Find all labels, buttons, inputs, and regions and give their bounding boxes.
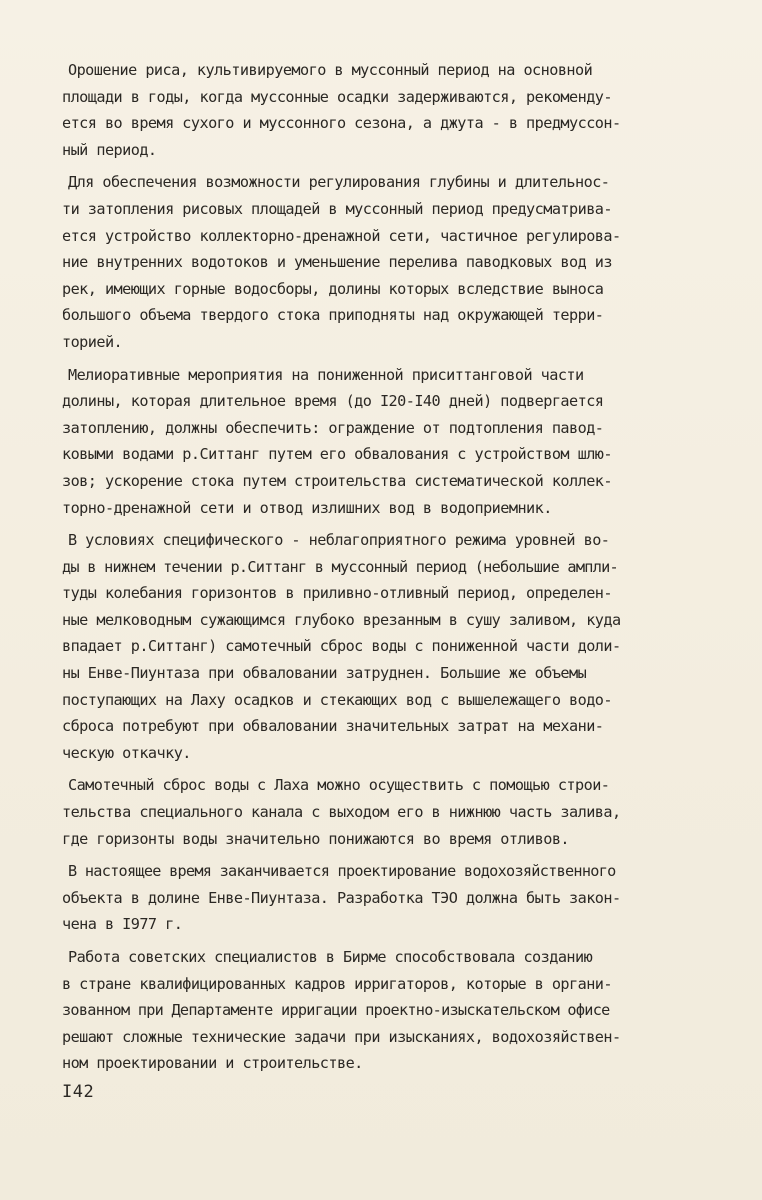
- text-line: ный период.: [62, 140, 157, 159]
- text-line: ном проектировании и строительстве.: [62, 1054, 363, 1073]
- text-line: долины, которая длительное время (до I20-I40 дней) подвергается: [62, 392, 604, 411]
- text-line: ние внутренних водотоков и уменьшение перелива паводковых вод из: [62, 253, 612, 272]
- paragraph-flood-regulation: [62, 169, 752, 355]
- text-line: поступающих на Лаху осадков и стекающих вод с вышележащего водо-: [62, 690, 612, 709]
- text-line: ческую откачку.: [62, 743, 191, 762]
- text-line: большого объема твердого стока приподняты над окружающей терри-: [62, 306, 604, 325]
- text-line: ны Енве-Пиунтаза при обваловании затруднен. Большие же объемы: [62, 664, 587, 683]
- text-line: зованном при Департаменте ирригации проектно-изыскательском офисе: [62, 1001, 610, 1020]
- paragraph-gravity-discharge: [62, 772, 752, 852]
- text-line: чена в I977 г.: [62, 915, 183, 934]
- text-line: затоплению, должны обеспечить: ограждение от подтопления павод-: [62, 418, 604, 437]
- text-line: ется во время сухого и муссонного сезона, а джута - в предмуссон-: [62, 114, 621, 133]
- body-text: [62, 57, 752, 1077]
- text-line: Мелиоративные мероприятия на пониженной приситтанговой части: [68, 365, 584, 384]
- paragraph-rice-irrigation: [62, 57, 752, 163]
- text-line: торно-дренажной сети и отвод излишних вод в водоприемник.: [62, 498, 552, 517]
- text-line: впадает р.Ситтанг) самотечный сброс воды с пониженной части доли-: [62, 637, 621, 656]
- text-line: ды в нижнем течении р.Ситтанг в муссонный период (небольшие ампли-: [62, 557, 618, 576]
- text-line: площади в годы, когда муссонные осадки задерживаются, рекоменду-: [62, 87, 612, 106]
- text-line: В условиях специфического - неблагоприятного режима уровней во-: [68, 531, 610, 550]
- paragraph-sittang-regime: [62, 527, 752, 766]
- paragraph-project-status: [62, 858, 752, 938]
- text-line: ковыми водами р.Ситтанг путем его обвалования с устройством шлю-: [62, 445, 612, 464]
- text-line: сброса потребуют при обваловании значительных затрат на механи-: [62, 717, 604, 736]
- text-line: решают сложные технические задачи при изысканиях, водохозяйствен-: [62, 1027, 621, 1046]
- text-line: в стране квалифицированных кадров ирригаторов, которые в органи-: [62, 974, 612, 993]
- text-line: ется устройство коллекторно-дренажной сети, частичное регулирова-: [62, 226, 621, 245]
- text-line: Для обеспечения возможности регулирования глубины и длительнос-: [68, 173, 610, 192]
- text-line: где горизонты воды значительно понижаются во время отливов.: [62, 829, 570, 848]
- text-line: ные мелководным сужающимся глубоко врезанным в сушу заливом, куда: [62, 610, 621, 629]
- page-number: I42: [62, 1082, 95, 1102]
- text-line: объекта в долине Енве-Пиунтаза. Разработка ТЭО должна быть закон-: [62, 888, 621, 907]
- text-line: торией.: [62, 332, 123, 351]
- text-line: В настоящее время заканчивается проектирование водохозяйственного: [68, 862, 616, 881]
- text-line: Работа советских специалистов в Бирме способствовала созданию: [68, 948, 593, 966]
- text-line: тельства специального канала с выходом его в нижнюю часть залива,: [62, 803, 621, 822]
- text-line: ти затопления рисовых площадей в муссонный период предусматрива-: [62, 199, 612, 218]
- text-line: туды колебания горизонтов в приливно-отливный период, определен-: [62, 584, 612, 603]
- paragraph-soviet-specialists: [62, 944, 752, 1077]
- text-line: Самотечный сброс воды с Лаха можно осуществить с помощью строи-: [68, 776, 610, 795]
- text-line: Орошение риса, культивируемого в муссонный период на основной: [68, 61, 593, 79]
- paragraph-melioration-measures: [62, 362, 752, 522]
- text-line: рек, имеющих горные водосборы, долины которых вследствие выноса: [62, 279, 604, 298]
- text-line: зов; ускорение стока путем строительства систематической коллек-: [62, 471, 612, 490]
